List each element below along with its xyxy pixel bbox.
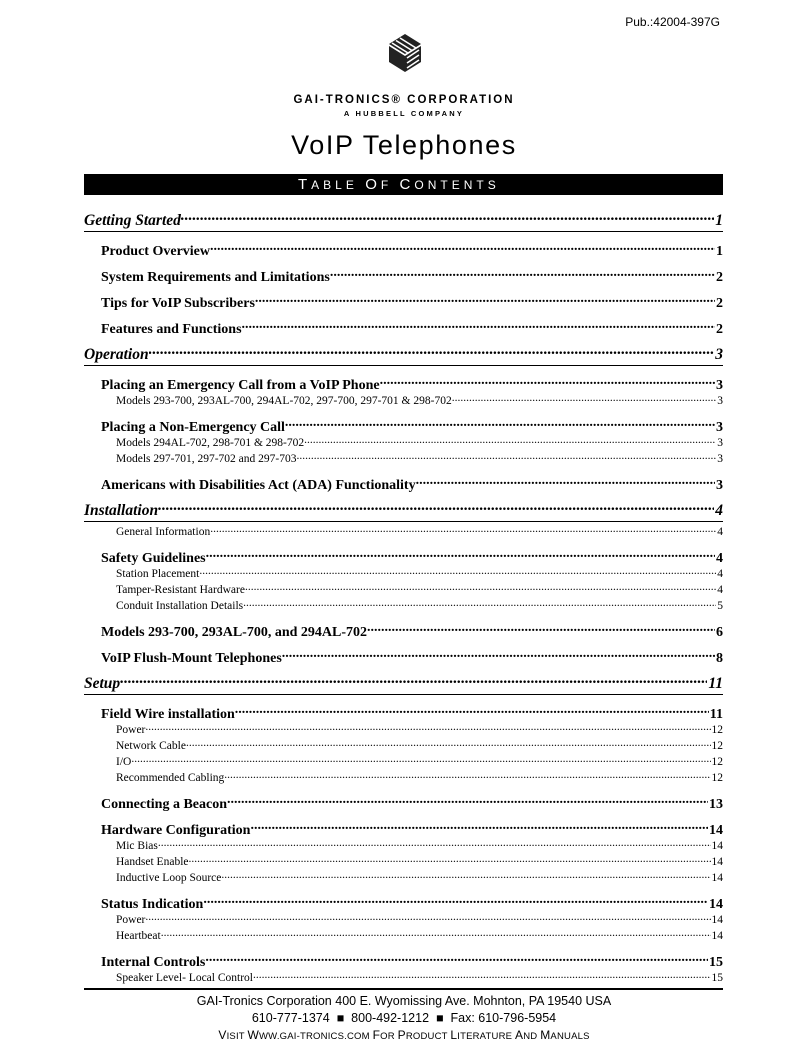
toc-entry-page: 4 — [717, 583, 723, 596]
toc-entry-label: Placing a Non-Emergency Call — [101, 420, 285, 435]
toc-entry-page: 14 — [711, 855, 723, 868]
footer-contact — [0, 1011, 808, 1025]
dot-leader — [253, 969, 711, 981]
toc-entry-page: 2 — [716, 322, 723, 337]
toc-entry-level-2[interactable] — [101, 241, 723, 258]
toc-entry-label: VoIP Flush-Mount Telephones — [101, 651, 282, 666]
footer-fax: Fax: 610-796-5954 — [450, 1011, 557, 1025]
toc-entry-page: 14 — [711, 929, 723, 942]
dot-leader — [304, 434, 716, 446]
toc-entry-label: Mic Bias — [116, 839, 158, 852]
toc-heading-bar — [84, 174, 723, 195]
table-of-contents — [84, 209, 723, 985]
dot-leader — [380, 375, 715, 389]
toc-entry-label: Operation — [84, 345, 149, 363]
toc-entry-label: Getting Started — [84, 211, 181, 229]
toc-entry-level-2[interactable] — [101, 820, 723, 837]
dot-leader — [235, 704, 709, 718]
toc-entry-label: Power — [116, 913, 146, 926]
toc-entry-level-1[interactable] — [84, 499, 723, 522]
toc-entry-page: 14 — [709, 823, 723, 838]
toc-entry-label: Field Wire installation — [101, 707, 235, 722]
toc-entry-level-2[interactable] — [101, 375, 723, 392]
toc-entry-label: Status Indication — [101, 897, 204, 912]
dot-leader — [120, 672, 707, 688]
toc-entry-page: 3 — [716, 420, 723, 435]
toc-entry-label: Heartbeat — [116, 929, 161, 942]
dot-leader — [250, 820, 708, 834]
toc-entry-level-2[interactable] — [101, 794, 723, 811]
toc-entry-page: 4 — [717, 567, 723, 580]
dot-leader — [367, 622, 715, 636]
dot-leader — [243, 597, 716, 609]
toc-entry-page: 13 — [709, 797, 723, 812]
dot-leader — [131, 753, 710, 765]
toc-entry-level-3[interactable] — [116, 434, 723, 450]
dot-leader — [145, 911, 710, 923]
toc-entry-level-3[interactable] — [116, 581, 723, 597]
toc-entry-label: Station Placement — [116, 567, 200, 580]
square-bullet-icon: ■ — [435, 1011, 444, 1025]
toc-entry-page: 4 — [715, 501, 723, 519]
toc-entry-page: 14 — [709, 897, 723, 912]
toc-entry-label: Power — [116, 723, 146, 736]
toc-entry-page: 12 — [711, 755, 723, 768]
toc-entry-page: 3 — [717, 452, 723, 465]
toc-entry-label: Setup — [84, 674, 121, 692]
toc-entry-page: 3 — [716, 378, 723, 393]
toc-entry-label: Inductive Loop Source — [116, 871, 222, 884]
toc-entry-level-2[interactable] — [101, 267, 723, 284]
dot-leader — [203, 894, 708, 908]
dot-leader — [210, 241, 715, 255]
toc-entry-label: I/O — [116, 755, 132, 768]
dot-leader — [161, 927, 711, 939]
toc-entry-level-1[interactable] — [84, 343, 723, 366]
toc-entry-label: Models 297-701, 297-702 and 297-703 — [116, 452, 297, 465]
toc-entry-level-2[interactable] — [101, 952, 723, 969]
toc-entry-page: 1 — [715, 211, 723, 229]
toc-entry-page: 3 — [717, 436, 723, 449]
footer-visit: VISIT WWW.GAI-TRONICS.COM FOR PRODUCT LITERATURE AND MANUALS — [218, 1028, 590, 1042]
toc-entry-label: Models 293-700, 293AL-700, and 294AL-702 — [101, 625, 368, 640]
toc-entry-page: 5 — [717, 599, 723, 612]
dot-leader — [227, 794, 708, 808]
dot-leader — [205, 952, 708, 966]
toc-heading: TABLE OF CONTENTS — [298, 176, 500, 193]
toc-entry-label: Internal Controls — [101, 955, 206, 970]
toc-entry-page: 2 — [716, 296, 723, 311]
toc-entry-level-3[interactable] — [116, 837, 723, 853]
dot-leader — [158, 499, 714, 515]
toc-entry-label: Handset Enable — [116, 855, 189, 868]
dot-leader — [206, 548, 715, 562]
toc-entry-page: 4 — [716, 551, 723, 566]
toc-entry-level-3[interactable] — [116, 969, 723, 985]
toc-entry-level-3[interactable] — [116, 565, 723, 581]
toc-entry-level-3[interactable] — [116, 721, 723, 737]
toc-entry-level-3[interactable] — [116, 523, 723, 539]
dot-leader — [199, 565, 716, 577]
toc-entry-label: Hardware Configuration — [101, 823, 251, 838]
dot-leader — [158, 837, 711, 849]
toc-entry-page: 12 — [711, 723, 723, 736]
toc-entry-level-2[interactable] — [101, 648, 723, 665]
toc-entry-level-3[interactable] — [116, 753, 723, 769]
toc-entry-page: 3 — [715, 345, 723, 363]
toc-entry-label: Connecting a Beacon — [101, 797, 227, 812]
toc-entry-page: 14 — [711, 913, 723, 926]
dot-leader — [149, 343, 715, 359]
dot-leader — [330, 267, 715, 281]
dot-leader — [221, 869, 710, 881]
dot-leader — [210, 523, 716, 535]
company-logo-icon — [383, 30, 427, 74]
toc-entry-label: Installation — [84, 501, 159, 519]
toc-entry-label: Models 293-700, 293AL-700, 294AL-702, 297-700, 297-701 & 298-702 — [116, 394, 452, 407]
toc-entry-level-3[interactable] — [116, 769, 723, 785]
toc-entry-level-1[interactable] — [84, 209, 723, 232]
dot-leader — [255, 293, 715, 307]
dot-leader — [242, 319, 715, 333]
dot-leader — [282, 648, 715, 662]
toc-entry-page: 12 — [711, 739, 723, 752]
toc-entry-page: 11 — [708, 674, 723, 692]
toc-entry-label: Safety Guidelines — [101, 551, 206, 566]
dot-leader — [186, 737, 711, 749]
footer-phone-1: 610-777-1374 — [251, 1011, 330, 1025]
toc-entry-label: Models 294AL-702, 298-701 & 298-702 — [116, 436, 305, 449]
dot-leader — [452, 392, 717, 404]
toc-entry-level-3[interactable] — [116, 392, 723, 408]
company-name: GAI-TRONICS® CORPORATION — [293, 94, 515, 106]
toc-entry-page: 3 — [716, 478, 723, 493]
dot-leader — [416, 475, 715, 489]
toc-entry-level-3[interactable] — [116, 911, 723, 927]
toc-entry-page: 1 — [716, 244, 723, 259]
publication-number: Pub.:42004-397G — [625, 15, 720, 29]
toc-entry-level-2[interactable] — [101, 293, 723, 310]
toc-entry-label: Placing an Emergency Call from a VoIP Phone — [101, 378, 380, 393]
toc-entry-label: Conduit Installation Details — [116, 599, 244, 612]
square-bullet-icon: ■ — [336, 1011, 345, 1025]
dot-leader — [245, 581, 716, 593]
toc-entry-level-1[interactable] — [84, 672, 723, 695]
toc-entry-page: 15 — [709, 955, 723, 970]
dot-leader — [189, 853, 711, 865]
toc-entry-label: System Requirements and Limitations — [101, 270, 330, 285]
toc-entry-page: 14 — [711, 839, 723, 852]
toc-entry-level-3[interactable] — [116, 869, 723, 885]
dot-leader — [224, 769, 710, 781]
toc-entry-label: Features and Functions — [101, 322, 242, 337]
toc-entry-level-2[interactable] — [101, 894, 723, 911]
footer-address: GAI-Tronics Corporation 400 E. Wyomissing Ave. Mohnton, PA 19540 USA — [196, 994, 612, 1008]
toc-entry-level-3[interactable] — [116, 597, 723, 613]
toc-entry-label: Speaker Level- Local Control — [116, 971, 253, 984]
document-title: VoIP Telephones — [291, 130, 517, 160]
toc-entry-page: 6 — [716, 625, 723, 640]
toc-entry-level-2[interactable] — [101, 622, 723, 639]
toc-entry-page: 2 — [716, 270, 723, 285]
toc-entry-page: 11 — [709, 707, 723, 722]
dot-leader — [285, 417, 715, 431]
toc-entry-label: Recommended Cabling — [116, 771, 225, 784]
toc-entry-label: Tips for VoIP Subscribers — [101, 296, 255, 311]
toc-entry-label: Product Overview — [101, 244, 210, 259]
toc-entry-level-2[interactable] — [101, 417, 723, 434]
toc-entry-level-3[interactable] — [116, 853, 723, 869]
toc-entry-page: 4 — [717, 525, 723, 538]
toc-entry-page: 12 — [711, 771, 723, 784]
toc-entry-page: 14 — [711, 871, 723, 884]
toc-entry-level-2[interactable] — [101, 548, 723, 565]
toc-entry-page: 15 — [711, 971, 723, 984]
toc-entry-page: 8 — [716, 651, 723, 666]
toc-entry-page: 3 — [717, 394, 723, 407]
toc-entry-label: General Information — [116, 525, 211, 538]
toc-entry-label: Tamper-Resistant Hardware — [116, 583, 245, 596]
dot-leader — [181, 209, 714, 225]
toc-entry-level-3[interactable] — [116, 450, 723, 466]
footer-divider — [84, 988, 723, 990]
toc-entry-level-2[interactable] — [101, 319, 723, 336]
company-division: A HUBBELL COMPANY — [343, 109, 465, 118]
toc-entry-level-3[interactable] — [116, 737, 723, 753]
toc-entry-label: Network Cable — [116, 739, 186, 752]
footer-phone-2: 800-492-1212 — [351, 1011, 430, 1025]
toc-entry-level-3[interactable] — [116, 927, 723, 943]
toc-entry-label: Americans with Disabilities Act (ADA) Functionality — [101, 478, 416, 493]
toc-entry-level-2[interactable] — [101, 704, 723, 721]
dot-leader — [145, 721, 710, 733]
toc-entry-level-2[interactable] — [101, 475, 723, 492]
dot-leader — [296, 450, 716, 462]
